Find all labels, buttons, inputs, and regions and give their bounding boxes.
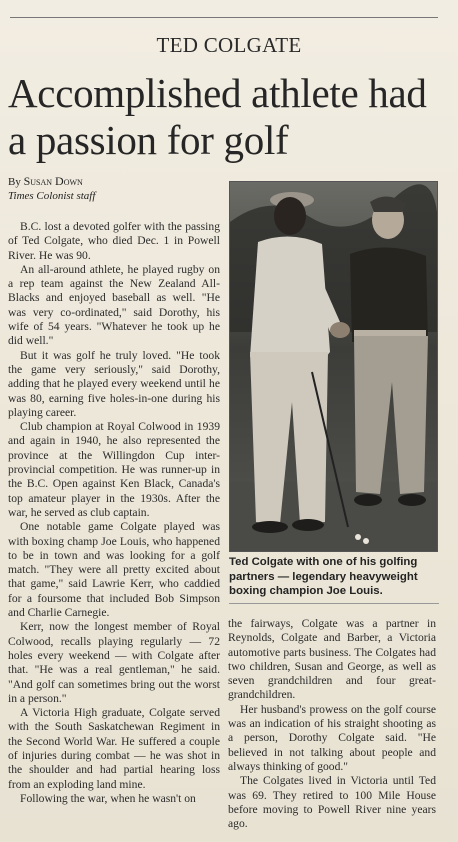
paragraph: Her husband's prowess on the golf course was an indication of his straight shooting as a person, Dorothy Colgate said. "He believed in not talking about people and always thinking of good." [228,702,436,773]
paragraph: An all-around athlete, he played rugby on a rep team against the New Zealand All-Blacks and enjoyed baseball as well. "He was very co-ordinated," said Dorothy, his wife of 54 years. "Whatever he took up he did well." [8,262,220,348]
paragraph: But it was golf he truly loved. "He took the game very seriously," said Dorothy, adding that he played every weekend until he was 80, earning five holes-in-one during his playing career. [8,348,220,419]
byline-prefix: By [8,176,21,188]
article-column-left [8,220,220,806]
paragraph: B.C. lost a devoted golfer with the passing of Ted Colgate, who died Dec. 1 in Powell River. He was 90. [8,220,220,262]
paragraph: A Victoria High graduate, Colgate served with the South Saskatchewan Regiment in the Second World War. He suffered a couple of injuries during combat — he was shot in the shoulder and had partial hearing loss from an exploding land mine. [8,706,220,791]
paragraph: Kerr, now the longest member of Royal Colwood, recalls playing regularly — 72 holes every weekend — with Colgate after that. "He was a real gentleman," he said. "And golf can sometimes bring out the worst in a person." [8,620,220,705]
byline [8,174,95,203]
byline-author: Susan Down [23,174,83,188]
news-photo [229,181,438,552]
photo-caption: Ted Colgate with one of his golfing partners — legendary heavyweight boxing champion Joe Louis. [229,556,418,597]
photo-illustration [230,182,437,551]
paragraph: One notable game Colgate played was with boxing champ Joe Louis, who happened to be in town and was looking for a golf match. "They were all pretty excited about that game," said Lawrie Kerr, who caddied for a foursome that included Bob Simpson and Charlie Carnegie. [8,520,220,620]
top-rule [10,17,438,18]
paragraph: Following the war, when he wasn't on [20,791,196,805]
paragraph: Club champion at Royal Colwood in 1939 and again in 1940, he also represented the province at the Willingdon Cup inter-provincial competition. He was runner-up in the B.C. Open against Ken Black, Canada's top amateur player in the 1930s. After the war, he served as club captain. [8,420,220,519]
article-column-right [228,617,436,831]
paragraph: The Colgates lived in Victoria until Ted was 69. They retired to 100 Mile House before moving to Powell River nine years ago. [228,774,436,831]
paragraph: the fairways, Colgate was a partner in Reynolds, Colgate and Barber, a Victoria automotive parts business. The Colgates had two children, Susan and George, as well as seven grandchildren and four great-grandchildren. [228,617,436,702]
byline-outlet: Times Colonist staff [8,190,96,202]
caption-divider [229,603,439,604]
headline: Accomplished athlete had a passion for golf [8,70,427,163]
section-kicker: TED COLGATE [156,33,302,57]
